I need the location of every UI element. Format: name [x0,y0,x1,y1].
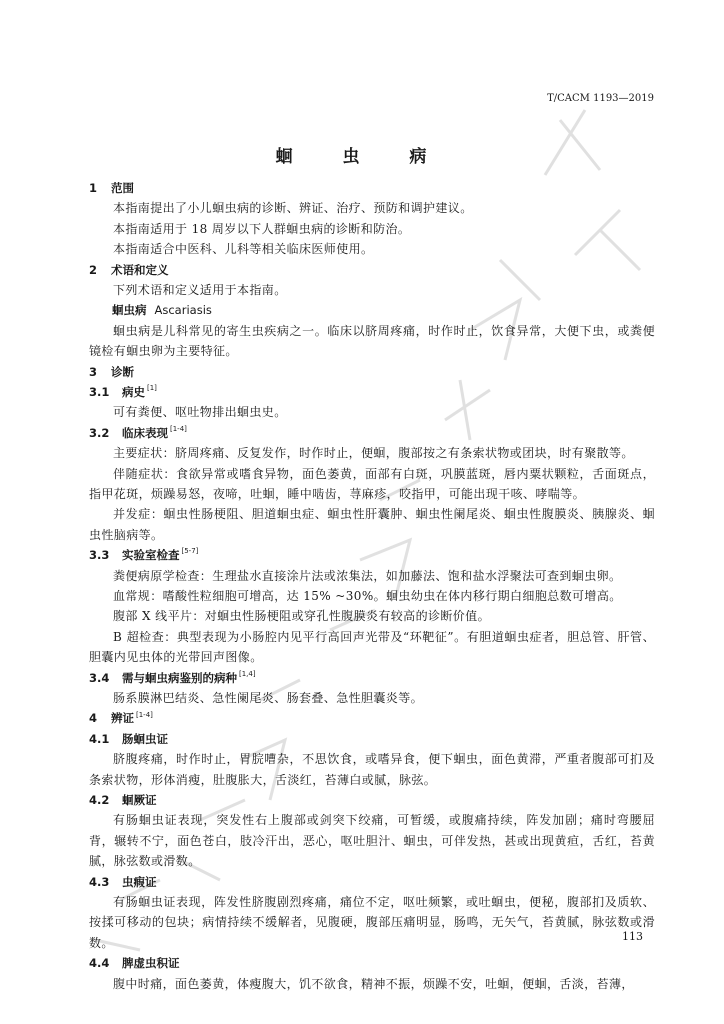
section-number: 2 [89,262,98,277]
subsection-title: 肠蛔虫证 [122,731,168,746]
paragraph: 有肠蛔虫证表现，阵发性脐腹剧烈疼痛，痛位不定，呕吐频繁，或吐蛔虫，便秘，腹部扪及质软、按揉可移动的包块；病情持续不缓解者，见腹硬，腹部压痛明显，肠鸣，无矢气，苔黄腻，脉弦数或滑数。 [89,895,655,950]
subsection-title: 需与蛔虫病鉴别的病种 [122,670,237,685]
document-code: T/CACM 1193—2019 [547,93,654,104]
paragraph: 本指南提出了小儿蛔虫病的诊断、辨证、治疗、预防和调护建议。 [113,201,473,216]
subsection-title: 实验室检查 [122,548,180,563]
paragraph: 伴随症状：食欲异常或嗜食异物，面色萎黄，面部有白斑，巩膜蓝斑，唇内粟状颗粒，舌面斑点，指甲花斑，烦躁易怒，夜啼，吐蛔，睡中啮齿，荨麻疹，咬指甲，可能出现干咳、哮喘等。 [89,466,655,501]
document-body [89,178,655,994]
subsection-title: 蛔厥证 [122,793,157,808]
section-title: 诊断 [111,364,134,379]
reference-mark: [5-7] [181,547,199,556]
subsection-heading [89,668,655,688]
subsection-heading [89,382,655,402]
reference-mark: [1-4] [136,710,153,719]
subsection-heading [89,872,655,892]
paragraph: 下列术语和定义适用于本指南。 [113,283,287,297]
subsection-number: 3.1 [89,385,110,399]
subsection-number: 3.2 [89,425,110,440]
section-heading [89,260,655,280]
subsection-title: 脾虚虫积证 [122,956,180,971]
subsection-number: 4.1 [89,731,110,746]
section-title: 范围 [111,181,134,195]
subsection-heading [89,729,655,749]
paragraph: 粪便病原学检查：生理盐水直接涂片法或浓集法，如加藤法、饱和盐水浮聚法可查到蛔虫卵。 [113,568,622,583]
subsection-number: 3.3 [89,548,110,563]
reference-mark: [1,4] [239,669,256,678]
section-title: 术语和定义 [111,262,169,277]
section-number: 3 [89,364,98,379]
paragraph: 腹中时痛，面色萎黄，体瘦腹大，饥不欲食，精神不振，烦躁不安，吐蛔，便蛔，舌淡，苔薄， [113,976,634,991]
subsection-number: 3.4 [89,670,110,685]
term-chinese: 蛔虫病 [112,303,147,318]
paragraph: 腹部 X 线平片：对蛔虫性肠梗阻或穿孔性腹膜炎有较高的诊断价值。 [113,609,490,624]
subsection-heading [89,953,655,973]
section-number: 4 [89,711,98,726]
paragraph: 本指南适用于 18 周岁以下人群蛔虫病的诊断和防治。 [113,221,411,236]
subsection-title: 虫瘕证 [122,874,157,889]
paragraph: 可有粪便、呕吐物排出蛔虫史。 [113,405,287,420]
subsection-heading [89,423,655,443]
reference-mark: [1] [147,384,157,393]
subsection-title: 病史 [122,385,145,399]
section-heading [89,178,655,198]
paragraph: 蛔虫病是儿科常见的寄生虫疾病之一。临床以脐周疼痛，时作时止，饮食异常，大便下虫，或粪便镜检有蛔虫卵为主要特征。 [89,323,655,359]
subsection-heading [89,545,655,565]
paragraph: 有肠蛔虫证表现，突发性右上腹部或剑突下绞痛，可暂缓，或腹痛持续，阵发加剧；痛时弯腰屈背，辗转不宁，面色苍白，肢冷汗出，恶心，呕吐胆汁、蛔虫，可伴发热，甚或出现黄疸，舌红，苔黄腻，脉弦数或滑数。 [89,813,655,869]
subsection-number: 4.4 [89,956,110,971]
subsection-title: 临床表现 [122,425,168,440]
paragraph: 脐腹疼痛，时作时止，胃脘嘈杂，不思饮食，或嗜异食，便下蛔虫，面色黄滞，严重者腹部可扪及条索状物，形体消瘦，肚腹胀大，舌淡红，苔薄白或腻，脉弦。 [89,752,655,787]
paragraph: 肠系膜淋巴结炎、急性阑尾炎、肠套叠、急性胆囊炎等。 [113,691,424,706]
section-heading [89,362,655,382]
paragraph: 主要症状：脐周疼痛、反复发作，时作时止，便蛔，腹部按之有条索状物或团块，时有聚散等。 [113,446,634,461]
subsection-heading [89,790,655,810]
term-entry [89,300,655,320]
section-title: 辨证 [111,711,134,726]
paragraph: 并发症：蛔虫性肠梗阻、胆道蛔虫症、蛔虫性肝囊肿、蛔虫性阑尾炎、蛔虫性腹膜炎、胰腺炎、蛔虫性脑病等。 [89,507,655,542]
section-heading [89,708,655,728]
subsection-number: 4.3 [89,874,110,889]
subsection-number: 4.2 [89,793,110,808]
page-title: 蛔 虫 病 [275,147,449,167]
reference-mark: [1-4] [170,424,187,433]
term-english: Ascariasis [154,303,212,318]
paragraph: 血常规：嗜酸性粒细胞可增高，达 15% ~30%。蛔虫幼虫在体内移行期白细胞总数可增高。 [113,589,622,604]
paragraph: 本指南适合中医科、儿科等相关临床医师使用。 [113,242,374,257]
paragraph: B 超检查：典型表现为小肠腔内见平行高回声光带及“环靶征”。有胆道蛔虫症者，胆总管、肝管、胆囊内见虫体的光带回声图像。 [89,629,655,665]
section-number: 1 [89,181,98,195]
page-number: 113 [622,930,643,943]
